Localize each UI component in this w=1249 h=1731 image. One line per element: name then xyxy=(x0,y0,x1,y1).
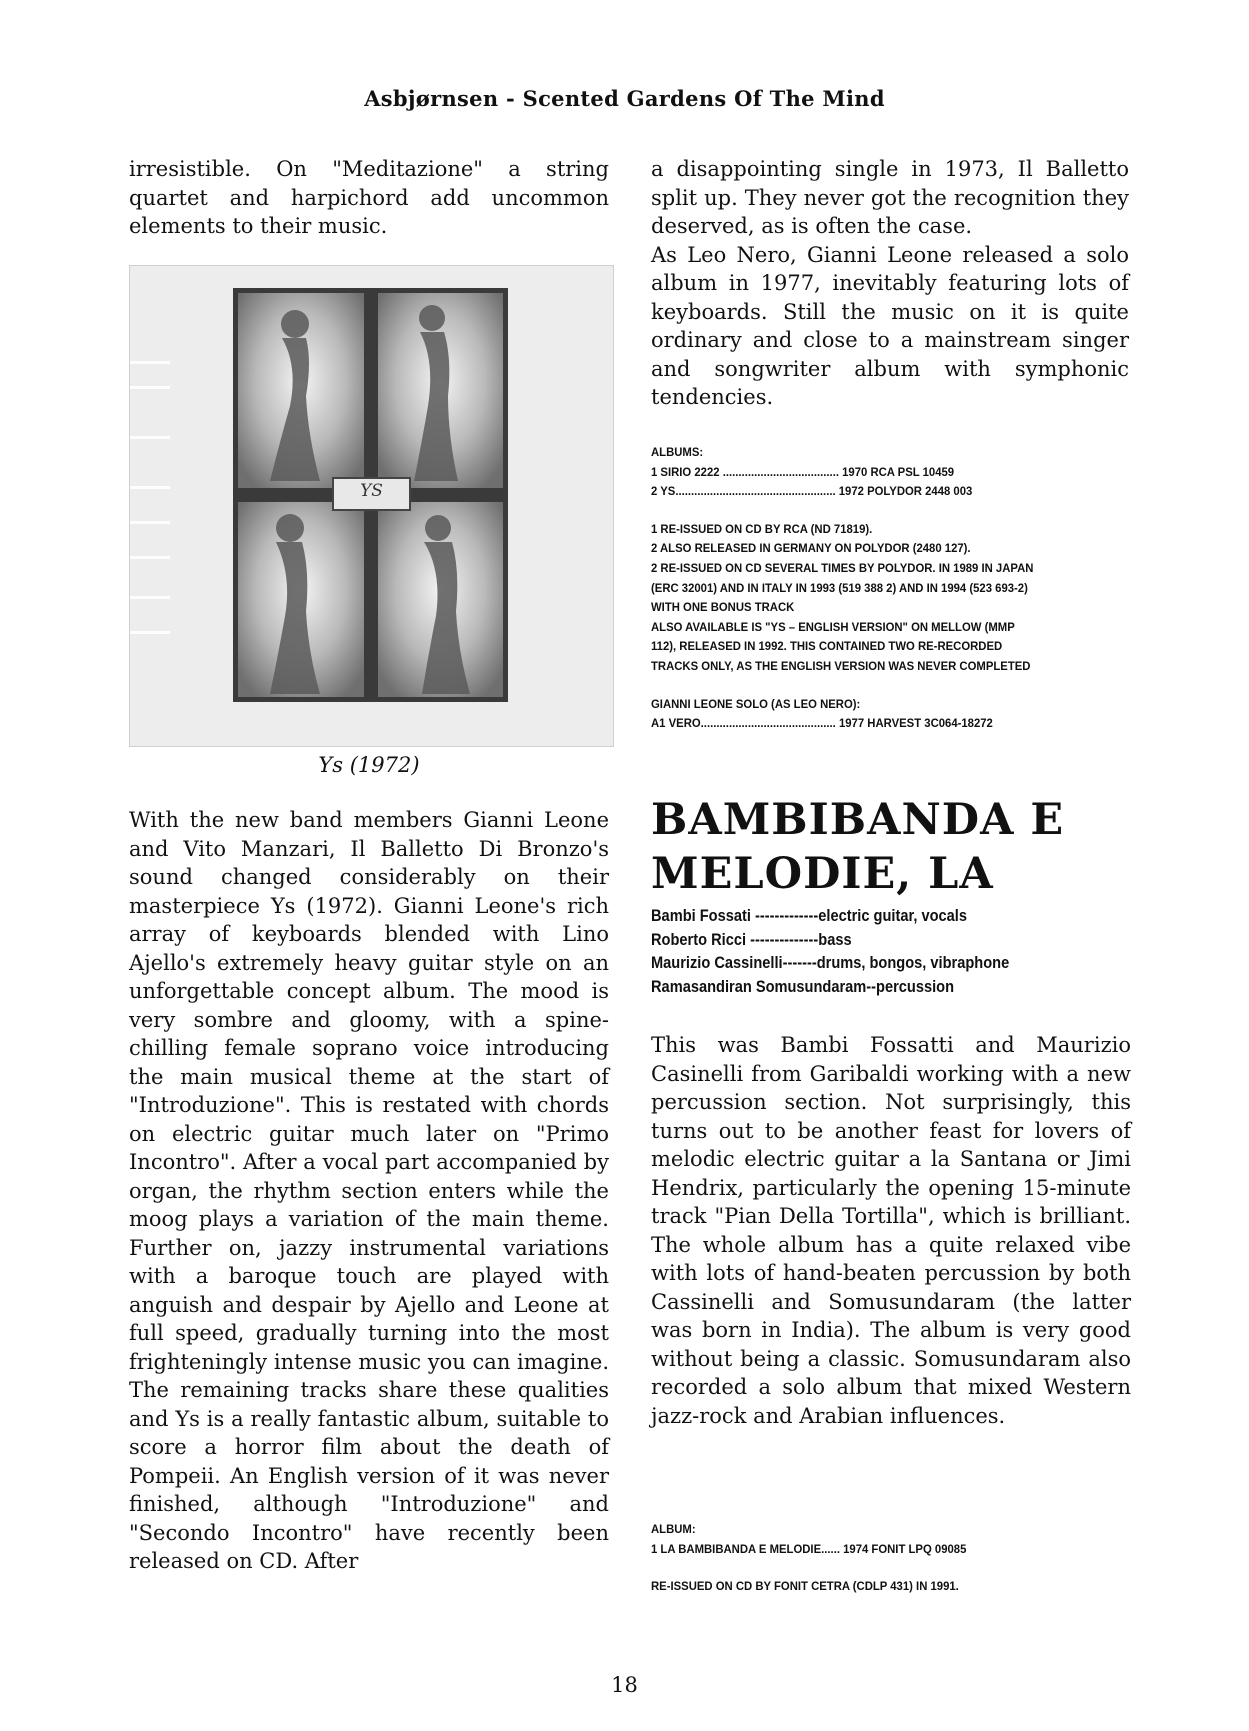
bambibanda-review-paragraph: This was Bambi Fossatti and Maurizio Casinelli from Garibaldi working with a new percussion section. Not surprisingly, this turns out to be another feast for lovers of melodic electric guitar a la Santana or Jimi Hendrix, particularly the opening 15-minute track "Pian Della Tortilla", which is brilliant. The whole album has a quite relaxed vibe with lots of hand-beaten percussion by both Cassinelli and Somusundaram (the latter was born in India). The album is very good without being a classic. Somusundaram also recorded a solo album that mixed Western jazz-rock and Arabian influences. xyxy=(651,1033,1131,1428)
discography-note: 112), RELEASED IN 1992. THIS CONTAINED TWO RE-RECORDED xyxy=(651,639,1003,654)
albums-heading: ALBUMS: xyxy=(651,445,704,459)
discography-balletto xyxy=(651,443,1131,734)
member-line: Maurizio Cassinelli-------drums, bongos, vibraphone xyxy=(651,953,1010,972)
discography-note: WITH ONE BONUS TRACK xyxy=(651,600,795,615)
discography-note: (ERC 32001) AND IN ITALY IN 1993 (519 388 2) AND IN 1994 (523 693-2) xyxy=(651,580,1028,595)
cover-lettering: YS xyxy=(360,481,383,501)
discography-note: 2 RE-ISSUED ON CD SEVERAL TIMES BY POLYDOR. IN 1989 IN JAPAN xyxy=(651,560,1034,575)
left-column-intro xyxy=(129,155,609,241)
right-column-main xyxy=(651,1031,1131,1430)
left-column-main xyxy=(129,806,609,1576)
album-entry: 2 YS................................................... 1972 POLYDOR 2448 003 xyxy=(651,484,973,499)
discography-note: 1 RE-ISSUED ON CD BY RCA (ND 71819). xyxy=(651,521,873,536)
page-number: 18 xyxy=(611,1673,638,1697)
intro-paragraph: irresistible. On "Meditazione" a string quartet and harpichord add uncommon elements to their music. xyxy=(129,157,609,238)
album-cover-image xyxy=(129,265,614,747)
solo-heading: GIANNI LEONE SOLO (AS LEO NERO): xyxy=(651,696,861,711)
member-line: Ramasandiran Somusundaram--percussion xyxy=(651,976,955,996)
album-cover-artwork xyxy=(130,266,613,746)
discography-note: ALSO AVAILABLE IS "YS – ENGLISH VERSION" ON MELLOW (MMP xyxy=(651,619,1015,634)
member-line: Roberto Ricci --------------bass xyxy=(651,929,852,949)
member-line: Bambi Fossati -------------electric guitar, vocals xyxy=(651,906,967,925)
band-members xyxy=(651,904,1131,998)
album-entry: 1 SIRIO 2222 ..................................... 1970 RCA PSL 10459 xyxy=(651,464,955,479)
discography-bambibanda xyxy=(651,1520,1131,1597)
ys-review-paragraph: With the new band members Gianni Leone and Vito Manzari, Il Balletto Di Bronzo's sound changed considerably on their masterpiece Ys (1972). Gianni Leone's rich array of keyboards blended with Lino Ajello's extremely heavy guitar style on an unforgettable concept album. The mood is very sombre and gloomy, with a spine-chilling female soprano voice introducing the main musical theme at the start of "Introduzione". This is restated with chords on electric guitar much later on "Primo Incontro". After a vocal part accompanied by organ, the rhythm section enters while the moog plays a variation of the main theme. Further on, jazzy instrumental variations with a baroque touch are played with anguish and despair by Ajello and Leone at full speed, gradually turning into the most frighteningly intense music you can imagine. The remaining tracks share these qualities and Ys is a really fantastic album, suitable to score a horror film about the death of Pompeii. An English version of it was never finished, although "Introduzione" and "Secondo Incontro" have recently been released on CD. After xyxy=(129,808,609,1573)
paragraph-leo-nero: As Leo Nero, Gianni Leone released a solo album in 1977, inevitably featuring lots of keyboards. Still the music on it is quite ordinary and close to a mainstream singer and songwriter album with symphonic tendencies. xyxy=(651,242,1129,409)
figure-caption: Ys (1972) xyxy=(318,753,420,777)
paragraph-split-up: a disappointing single in 1973, Il Balletto split up. They never got the recognition they deserved, as is often the case. xyxy=(651,157,1129,238)
reissue-note: RE-ISSUED ON CD BY FONIT CETRA (CDLP 431) IN 1991. xyxy=(651,1579,959,1594)
page-header: Asbjørnsen - Scented Gardens Of The Mind xyxy=(364,86,885,111)
band-title-line: MELODIE, LA xyxy=(651,849,994,899)
solo-album-entry: A1 VERO........................................... 1977 HARVEST 3C064-18272 xyxy=(651,716,993,731)
discography-note: 2 ALSO RELEASED IN GERMANY ON POLYDOR (2480 127). xyxy=(651,541,971,556)
album-heading: ALBUM: xyxy=(651,1522,696,1536)
band-title-line: BAMBIBANDA E xyxy=(651,795,1065,845)
right-column-intro xyxy=(651,155,1129,412)
band-title xyxy=(651,793,1131,901)
album-entry: 1 LA BAMBIBANDA E MELODIE...... 1974 FONIT LPQ 09085 xyxy=(651,1541,967,1556)
discography-note: TRACKS ONLY, AS THE ENGLISH VERSION WAS NEVER COMPLETED xyxy=(651,658,1031,673)
